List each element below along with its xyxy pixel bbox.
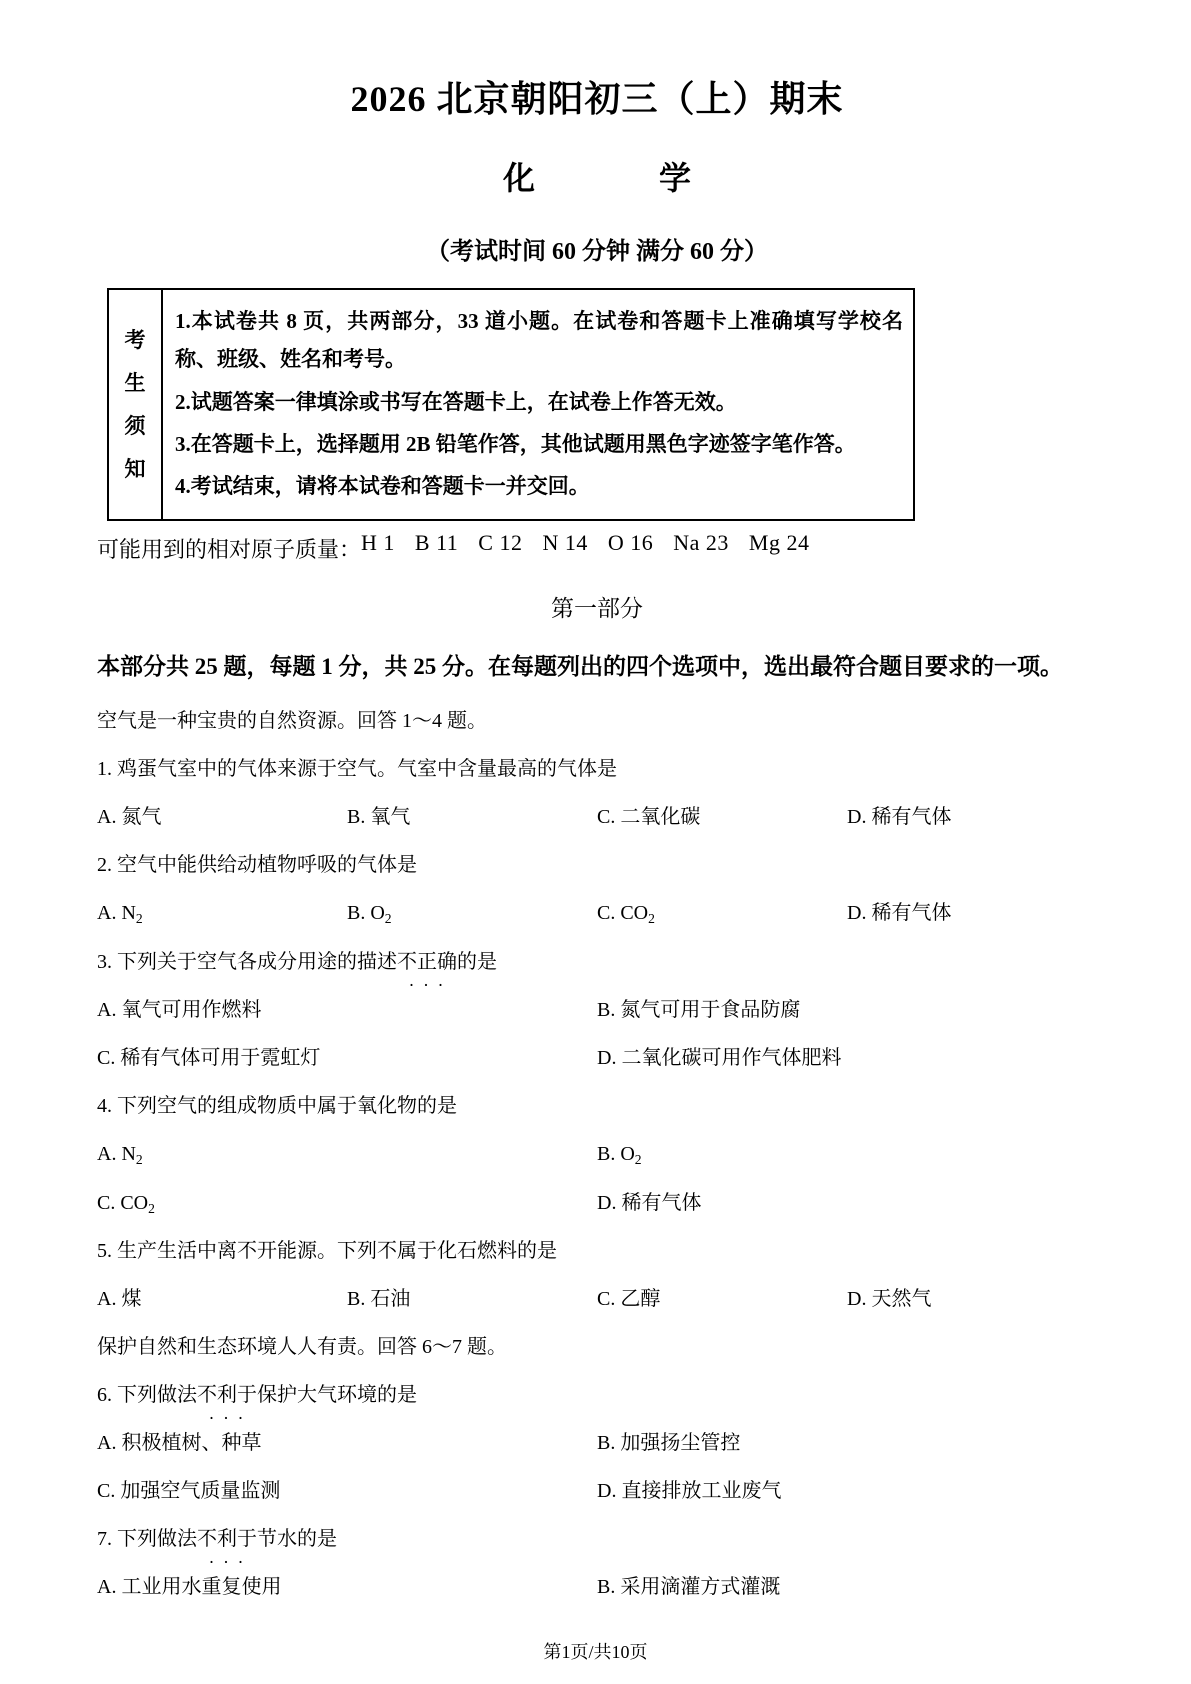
atomic-mass-entry: Na 23 xyxy=(673,530,729,556)
option-text: 直接排放工业废气 xyxy=(621,1480,782,1503)
option-letter: A. xyxy=(97,998,122,1021)
option-letter: B. xyxy=(597,998,621,1021)
question-stem: 6. 下列做法不利于 · · ·保护大气环境的是 xyxy=(97,1379,1097,1411)
option-letter: B. xyxy=(347,806,371,829)
option-text: 加强扬尘管控 xyxy=(620,1432,741,1455)
option-text: 天然气 xyxy=(871,1288,932,1311)
option-letter: A. xyxy=(97,902,122,925)
question-option[interactable] xyxy=(597,1187,1097,1220)
question-option[interactable] xyxy=(97,1475,597,1507)
notice-item: 4.考试结束，请将本试卷和答题卡一并交回。 xyxy=(175,474,590,499)
option-text: 石油 xyxy=(370,1288,411,1311)
option-letter: B. xyxy=(347,902,371,925)
question-number: 7. xyxy=(97,1528,117,1551)
option-text: 氧气 xyxy=(370,806,411,829)
option-text: 乙醇 xyxy=(620,1288,661,1311)
notice-label-char: 考 xyxy=(124,327,146,352)
question-option[interactable] xyxy=(97,994,597,1026)
option-row xyxy=(97,1138,1097,1171)
page-footer: 第1页/共10页 xyxy=(543,1642,648,1662)
option-letter: C. xyxy=(597,806,621,829)
atomic-mass-entry: Mg 24 xyxy=(748,530,810,556)
option-letter: D. xyxy=(847,1288,872,1311)
question-option[interactable] xyxy=(97,1187,597,1220)
question-option[interactable] xyxy=(847,897,1097,930)
option-row xyxy=(97,1042,1097,1074)
question-option[interactable] xyxy=(597,897,847,930)
notice-item: 2.试题答案一律填涂或书写在答题卡上，在试卷上作答无效。 xyxy=(175,389,737,414)
question-option[interactable] xyxy=(597,994,1097,1026)
option-text: 稀有气体可用于霓虹灯 xyxy=(120,1046,321,1069)
option-letter: D. xyxy=(597,1191,622,1214)
option-formula: $O_2$ xyxy=(370,902,392,927)
question-number: 4. xyxy=(97,1094,117,1117)
option-row xyxy=(97,801,1097,833)
question-option[interactable] xyxy=(597,1042,1097,1074)
option-text: 氧气可用作燃料 xyxy=(121,998,262,1021)
option-letter: D. xyxy=(597,1046,622,1069)
question-option[interactable] xyxy=(347,897,597,930)
option-letter: A. xyxy=(97,806,122,829)
option-formula: $N_2$ xyxy=(121,902,143,927)
formula-subscript: 2 xyxy=(648,911,655,927)
question-option[interactable] xyxy=(97,1138,597,1171)
page-content xyxy=(97,0,1097,1603)
option-text: 稀有气体 xyxy=(871,806,952,829)
question-stem: 1. 鸡蛋气室中的气体来源于空气。气室中含量最高的气体是 xyxy=(97,758,617,781)
option-row xyxy=(97,897,1097,930)
notice-label-char: 须 xyxy=(124,413,146,438)
question-list xyxy=(97,705,1097,1603)
formula-subscript: 2 xyxy=(384,911,392,927)
question-option[interactable] xyxy=(97,1427,597,1459)
option-letter: A. xyxy=(97,1288,122,1311)
question-option[interactable] xyxy=(97,897,347,930)
subject-title: 化 学 xyxy=(502,160,711,197)
question-number: 3. xyxy=(97,950,117,973)
question-group-intro: 空气是一种宝贵的自然资源。回答 1～4 题。 xyxy=(97,710,487,733)
option-letter: C. xyxy=(97,1191,121,1214)
emphasis-text: 不正确 · · · xyxy=(397,946,457,978)
option-letter: D. xyxy=(847,806,872,829)
question-stem: 4. 下列空气的组成物质中属于氧化物的是 xyxy=(97,1094,457,1117)
emphasis-text: 不利于 · · · xyxy=(197,1379,257,1411)
notice-item: 3.在答题卡上，选择题用 2B 铅笔作答，其他试题用黑色字迹签字笔作答。 xyxy=(175,431,856,456)
question-option[interactable] xyxy=(847,801,1097,833)
question-option[interactable] xyxy=(347,1283,597,1315)
atomic-mass-entry: H 1 xyxy=(361,530,395,556)
question-option[interactable] xyxy=(97,801,347,833)
option-row xyxy=(97,1283,1097,1315)
question-stem: 2. 空气中能供给动植物呼吸的气体是 xyxy=(97,854,417,877)
option-letter: C. xyxy=(597,1288,621,1311)
question-option[interactable] xyxy=(97,1571,597,1603)
option-letter: C. xyxy=(97,1480,121,1503)
option-text: 氮气 xyxy=(121,806,162,829)
question-stem: 5. 生产生活中离不开能源。下列不属于化石燃料的是 xyxy=(97,1240,557,1263)
option-formula: $CO_2$ xyxy=(620,902,655,927)
option-row xyxy=(97,1571,1097,1603)
notice-label-char: 知 xyxy=(124,456,146,481)
option-letter: B. xyxy=(597,1142,621,1165)
option-letter: A. xyxy=(97,1576,122,1599)
option-text: 积极植树、种草 xyxy=(121,1432,262,1455)
atomic-mass-entry: B 11 xyxy=(414,530,459,556)
atomic-mass-label: 可能用到的相对原子质量： xyxy=(97,537,362,563)
option-letter: A. xyxy=(97,1142,122,1165)
option-formula: $CO_2$ xyxy=(120,1191,155,1216)
question-option[interactable] xyxy=(597,1427,1097,1459)
exam-meta: （考试时间 60 分钟 满分 60 分） xyxy=(426,239,768,266)
option-letter: C. xyxy=(97,1046,121,1069)
formula-subscript: 2 xyxy=(148,1200,155,1216)
option-text: 稀有气体 xyxy=(871,902,952,925)
emphasis-text: 不利于 · · · xyxy=(197,1523,257,1555)
option-text: 煤 xyxy=(121,1288,142,1311)
option-letter: D. xyxy=(847,902,872,925)
option-formula: $O_2$ xyxy=(620,1142,642,1167)
question-option[interactable] xyxy=(597,801,847,833)
question-option[interactable] xyxy=(97,1283,347,1315)
question-number: 5. xyxy=(97,1240,117,1263)
question-number: 1. xyxy=(97,758,117,781)
option-row xyxy=(97,1475,1097,1507)
notice-body xyxy=(163,290,913,519)
option-letter: B. xyxy=(347,1288,371,1311)
question-option[interactable] xyxy=(597,1283,847,1315)
option-letter: B. xyxy=(597,1576,621,1599)
option-text: 稀有气体 xyxy=(621,1191,702,1214)
question-group-intro: 保护自然和生态环境人人有责。回答 6～7 题。 xyxy=(97,1336,507,1359)
question-option[interactable] xyxy=(347,801,597,833)
relative-atomic-mass-line xyxy=(97,530,1097,564)
option-formula: $N_2$ xyxy=(121,1142,143,1167)
question-option[interactable] xyxy=(597,1571,1097,1603)
notice-vertical-label xyxy=(109,290,163,519)
formula-subscript: 2 xyxy=(135,911,143,927)
part-one-heading: 第一部分 xyxy=(551,596,643,622)
option-letter: B. xyxy=(597,1432,621,1455)
atomic-mass-entry: N 14 xyxy=(542,530,588,556)
question-stem: 3. 下列关于空气各成分用途的描述不正确 · · ·的是 xyxy=(97,946,1097,978)
atomic-mass-entry: C 12 xyxy=(478,530,523,556)
option-text: 二氧化碳 xyxy=(620,806,701,829)
option-letter: D. xyxy=(597,1480,622,1503)
question-option[interactable] xyxy=(597,1138,1097,1171)
option-row xyxy=(97,1427,1097,1459)
candidate-notice-box xyxy=(107,288,915,521)
atomic-mass-values xyxy=(361,530,829,556)
page-title: 2026 北京朝阳初三（上）期末 xyxy=(350,79,844,119)
option-text: 采用滴灌方式灌溉 xyxy=(620,1576,781,1599)
atomic-mass-entry: O 16 xyxy=(607,530,654,556)
option-letter: C. xyxy=(597,902,621,925)
option-text: 工业用水重复使用 xyxy=(121,1576,282,1599)
notice-label-char: 生 xyxy=(124,370,146,395)
option-row xyxy=(97,994,1097,1026)
question-option[interactable] xyxy=(847,1283,1097,1315)
notice-item: 1.本试卷共 8 页，共两部分，33 道小题。在试卷和答题卡上准确填写学校名称、班级、姓名和考号。 xyxy=(175,309,903,372)
part-one-description: 本部分共 25 题，每题 1 分，共 25 分。在每题列出的四个选项中，选出最符合题目要求的一项。 xyxy=(97,654,1063,680)
question-number: 6. xyxy=(97,1384,117,1407)
formula-subscript: 2 xyxy=(634,1151,642,1167)
option-text: 氮气可用于食品防腐 xyxy=(620,998,801,1021)
option-row xyxy=(97,1187,1097,1220)
formula-subscript: 2 xyxy=(135,1151,143,1167)
option-text: 加强空气质量监测 xyxy=(120,1480,281,1503)
option-letter: A. xyxy=(97,1432,122,1455)
question-option[interactable] xyxy=(597,1475,1097,1507)
question-stem: 7. 下列做法不利于 · · ·节水的是 xyxy=(97,1523,1097,1555)
question-number: 2. xyxy=(97,854,117,877)
question-option[interactable] xyxy=(97,1042,597,1074)
option-text: 二氧化碳可用作气体肥料 xyxy=(621,1046,842,1069)
